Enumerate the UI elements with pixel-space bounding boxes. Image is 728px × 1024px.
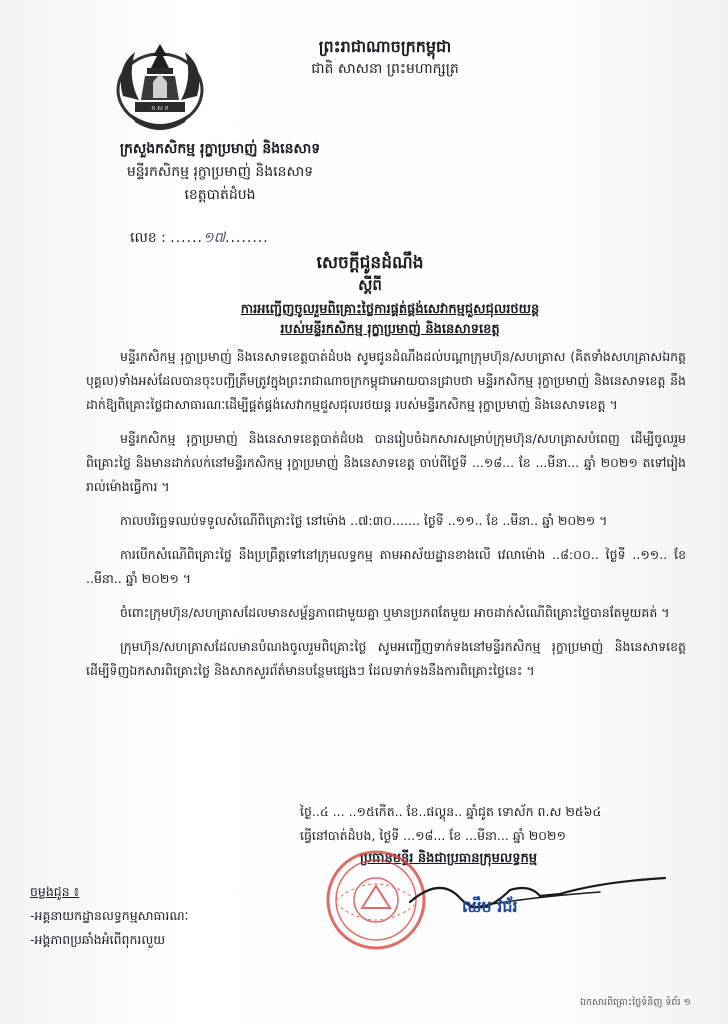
subject-line-1: ការអញ្ជើញចូលរួមពិគ្រោះថ្លៃការផ្គត់ផ្គង់សេវាកម្មជួសជុលរថយន្ត — [240, 302, 540, 317]
reference-number — [130, 228, 269, 249]
signatory-name: ឈឹម វជ័រ — [462, 897, 518, 916]
province-name: ខេត្តបាត់ដំបង — [184, 187, 256, 203]
paragraph-1: មន្ទីរកសិកម្ម រុក្ខាប្រមាញ់ និងនេសាទខេត្តបាត់ដំបង សូមជូនដំណឹងដល់បណ្ដាក្រុមហ៊ុន/សហគ្រាស (គិតទាំងសហគ្រាសឯកត្តបុគ្គល)ទាំងអស់ដែលបានចុះបញ្ជីត្រឹមត្រូវក្នុងព្រះរាជាណាចក្រកម្ពុជាអោយបានជ្រាបថា មន្ទីរកសិកម្ម រុក្ខាប្រមាញ់ និងនេសាទខេត្ត នឹងដាក់ឱ្យពិគ្រោះថ្លៃជាសាធារណៈដើម្បីផ្គត់ផ្គង់សេវាកម្មជួសជុលរថយន្ត របស់មន្ទីរកសិកម្ម រុក្ខាប្រមាញ់ និងនេសាទខេត្ត ។ — [86, 349, 686, 412]
signatory-title: ប្រធានមន្ទីរ និងជាប្រធានក្រុមលទ្ធកម្ម — [360, 851, 538, 866]
handwritten-signature — [400, 868, 670, 928]
paragraph-4: ការបើកសំណើពិគ្រោះថ្លៃ នឹងប្រព្រឹត្តទៅនៅក្រុមលទ្ធកម្ម តាមអាស័យដ្ឋានខាងលើ វេលាម៉ោង ..៨:០០.. ថ្ងៃទី ..១១.. ខែ ..មីនា.. ឆ្នាំ ២០២១ ។ — [86, 547, 686, 586]
notice-title — [220, 252, 520, 296]
subject-line-2: របស់មន្ទីរកសិកម្ម រុក្ខាប្រមាញ់ និងនេសាទខេត្ត — [280, 322, 500, 337]
notice-heading: សេចក្ដីជូនដំណឹង — [316, 253, 424, 273]
department-name: មន្ទីរកសិកម្ម រុក្ខាប្រមាញ់ និងនេសាទ — [126, 164, 314, 180]
nation-religion-king: ជាតិ សាសនា ព្រះមហាក្សត្រ — [311, 61, 459, 77]
notice-regarding: ស្ដីពី — [358, 276, 382, 294]
svg-text:ក ស ក: ក ស ក — [151, 105, 169, 112]
kingdom-motto — [290, 36, 480, 80]
date-block — [300, 800, 700, 848]
number-value: ១៧ — [202, 230, 226, 246]
number-label: លេខ : — [130, 230, 166, 246]
recipients-heading: ចម្លងជូន ៖ — [30, 884, 80, 899]
notice-subject — [110, 300, 670, 340]
kingdom-title: ព្រះរាជាណាចក្រកម្ពុជា — [318, 37, 452, 56]
recipients-block — [30, 880, 188, 952]
paragraph-2: មន្ទីរកសិកម្ម រុក្ខាប្រមាញ់ និងនេសាទខេត្តបាត់ដំបង បានរៀបចំឯកសារសម្រាប់ក្រុមហ៊ុន/សហគ្រាសបំពេញ ដើម្បីចូលរួមពិគ្រោះថ្លៃ និងមានដាក់លក់នៅមន្ទីរកសិកម្ម រុក្ខាប្រមាញ់ និងនេសាទខេត្ត ចាប់ពីថ្ងៃទី ...១៨... ខែ ...មីនា... ឆ្នាំ ២០២១ តទៅរៀងរាល់ម៉ោងធ្វើការ ។ — [86, 431, 686, 494]
solar-date: ធ្វើនៅបាត់ដំបង, ថ្ងៃទី ...១៨... ខែ ...មីនា... ឆ្នាំ ២០២១ — [300, 828, 566, 843]
number-dots-before: ...... — [170, 230, 203, 246]
recipient-item: -អង្គភាពប្រឆាំងអំពើពុករលួយ — [30, 932, 166, 947]
number-dots-after: ........ — [225, 230, 269, 246]
ministry-name: ក្រសួងកសិកម្ម រុក្ខាប្រមាញ់ និងនេសាទ — [119, 141, 321, 157]
paragraph-5: ចំពោះក្រុមហ៊ុន/សហគ្រាសដែលមានសម្ព័ន្ធភាពជាមួយគ្នា ឬមានប្រភពតែមួយ អាចដាក់សំណើពិគ្រោះថ្លៃបានតែមួយគត់ ។ — [120, 605, 670, 620]
notice-body — [86, 345, 686, 693]
lunar-date: ថ្ងៃ..៤ ... ..១៥កើត.. ខែ..ផល្គុន.. ឆ្នាំជូត ទោស័ក ព.ស ២៥៦៤ — [300, 804, 602, 819]
recipient-item: -អគ្គនាយកដ្ឋានលទ្ធកម្មសាធារណៈ — [30, 908, 189, 923]
national-emblem-icon — [105, 38, 215, 136]
paragraph-3: កាលបរិច្ឆេទឈប់ទទួលសំណើពិគ្រោះថ្លៃ នៅម៉ោង ..៧:៣០....... ថ្ងៃទី ..១១.. ខែ ..មីនា.. ឆ្នាំ ២០២១ ។ — [120, 513, 608, 528]
page-footer: ឯកសារពិគ្រោះថ្លៃទំនិញ ទំព័រ ១ — [580, 997, 691, 1008]
ministry-block — [90, 138, 350, 207]
paragraph-6: ក្រុមហ៊ុន/សហគ្រាសដែលមានបំណងចូលរួមពិគ្រោះថ្លៃ សូមអញ្ជើញទាក់ទងនៅមន្ទីរកសិកម្ម រុក្ខាប្រមាញ់ និងនេសាទខេត្ត ដើម្បីទិញឯកសារពិគ្រោះថ្លៃ និងសាកសួរព័ត៌មានបន្ថែមផ្សេងៗ ដែលទាក់ទងនឹងការពិគ្រោះថ្លៃនេះ ។ — [86, 639, 686, 678]
